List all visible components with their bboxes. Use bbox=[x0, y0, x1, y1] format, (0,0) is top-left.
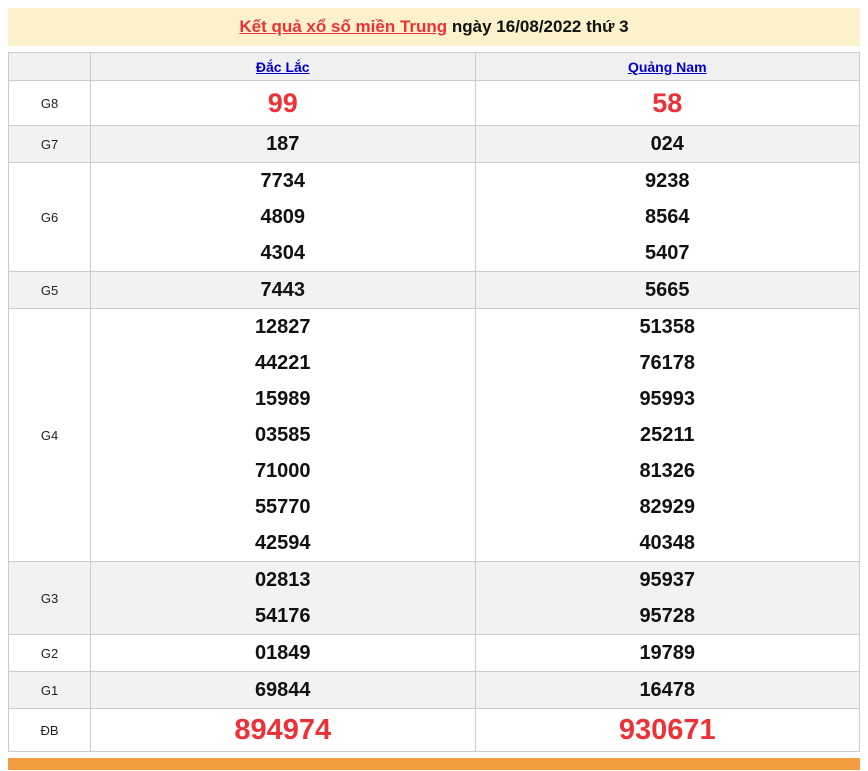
title-date: ngày 16/08/2022 thứ 3 bbox=[447, 17, 629, 36]
result-number: 25211 bbox=[639, 424, 695, 446]
result-number: 55770 bbox=[254, 496, 311, 518]
table-row bbox=[9, 81, 860, 126]
result-cell bbox=[475, 81, 860, 126]
result-cell bbox=[475, 309, 860, 562]
result-number: 44221 bbox=[254, 352, 311, 374]
result-number: 930671 bbox=[618, 714, 716, 746]
table-row bbox=[9, 672, 860, 709]
result-number: 51358 bbox=[639, 316, 696, 338]
result-cell bbox=[475, 272, 860, 309]
result-number: 7443 bbox=[260, 279, 305, 301]
result-number: 19789 bbox=[639, 642, 696, 664]
result-number: 71000 bbox=[254, 460, 311, 482]
result-number: 95728 bbox=[639, 605, 696, 627]
table-row bbox=[9, 709, 860, 752]
result-cell bbox=[475, 163, 860, 272]
result-cell bbox=[475, 562, 860, 635]
result-number: 99 bbox=[267, 88, 298, 118]
result-cell bbox=[91, 635, 476, 672]
result-cell bbox=[91, 309, 476, 562]
prize-label: G6 bbox=[9, 163, 91, 272]
result-number: 15989 bbox=[254, 388, 311, 410]
result-cell bbox=[91, 163, 476, 272]
result-number: 187 bbox=[266, 133, 300, 155]
result-cell bbox=[91, 272, 476, 309]
table-row bbox=[9, 635, 860, 672]
result-number: 54176 bbox=[254, 605, 311, 627]
result-number: 82929 bbox=[639, 496, 696, 518]
result-number: 8564 bbox=[645, 206, 690, 228]
prize-label: G5 bbox=[9, 272, 91, 309]
prize-label: G2 bbox=[9, 635, 91, 672]
result-cell bbox=[475, 672, 860, 709]
result-number: 76178 bbox=[639, 352, 696, 374]
result-number: 42594 bbox=[254, 532, 311, 554]
result-number: 03585 bbox=[254, 424, 311, 446]
column-header-daclac bbox=[91, 53, 476, 81]
prize-label: G7 bbox=[9, 126, 91, 163]
result-number: 95993 bbox=[639, 388, 696, 410]
result-number: 58 bbox=[652, 88, 683, 118]
title-link[interactable]: Kết quả xổ số miền Trung bbox=[239, 17, 448, 36]
result-number: 95937 bbox=[639, 569, 696, 591]
result-cell bbox=[91, 126, 476, 163]
result-cell bbox=[475, 709, 860, 752]
result-number: 024 bbox=[650, 133, 684, 155]
results-table bbox=[8, 52, 860, 752]
prize-header-empty bbox=[9, 53, 91, 81]
result-cell bbox=[91, 672, 476, 709]
table-row bbox=[9, 562, 860, 635]
result-cell bbox=[475, 635, 860, 672]
column-link-daclac[interactable]: Đắc Lắc bbox=[255, 58, 310, 75]
page-title bbox=[8, 8, 860, 46]
result-cell bbox=[91, 709, 476, 752]
result-number: 7734 bbox=[260, 170, 305, 192]
result-number: 4304 bbox=[260, 242, 305, 264]
result-cell bbox=[91, 562, 476, 635]
result-cell bbox=[91, 81, 476, 126]
result-number: 81326 bbox=[639, 460, 696, 482]
result-number: 894974 bbox=[234, 714, 332, 746]
prize-label: G1 bbox=[9, 672, 91, 709]
table-row bbox=[9, 163, 860, 272]
table-row bbox=[9, 126, 860, 163]
column-header-quangnam bbox=[475, 53, 860, 81]
result-number: 16478 bbox=[639, 679, 696, 701]
result-number: 12827 bbox=[254, 316, 311, 338]
result-number: 5407 bbox=[645, 242, 690, 264]
result-cell bbox=[475, 126, 860, 163]
result-number: 5665 bbox=[645, 279, 690, 301]
bottom-accent-bar bbox=[8, 758, 860, 770]
prize-label: ĐB bbox=[9, 709, 91, 752]
table-row bbox=[9, 309, 860, 562]
table-header-row bbox=[9, 53, 860, 81]
result-number: 40348 bbox=[639, 532, 696, 554]
table-row bbox=[9, 272, 860, 309]
result-number: 69844 bbox=[254, 679, 311, 701]
results-body bbox=[9, 81, 860, 752]
prize-label: G3 bbox=[9, 562, 91, 635]
column-link-quangnam[interactable]: Quảng Nam bbox=[627, 58, 707, 75]
result-number: 02813 bbox=[254, 569, 311, 591]
prize-label: G8 bbox=[9, 81, 91, 126]
result-number: 9238 bbox=[645, 170, 690, 192]
result-number: 4809 bbox=[260, 206, 305, 228]
result-number: 01849 bbox=[254, 642, 311, 664]
prize-label: G4 bbox=[9, 309, 91, 562]
